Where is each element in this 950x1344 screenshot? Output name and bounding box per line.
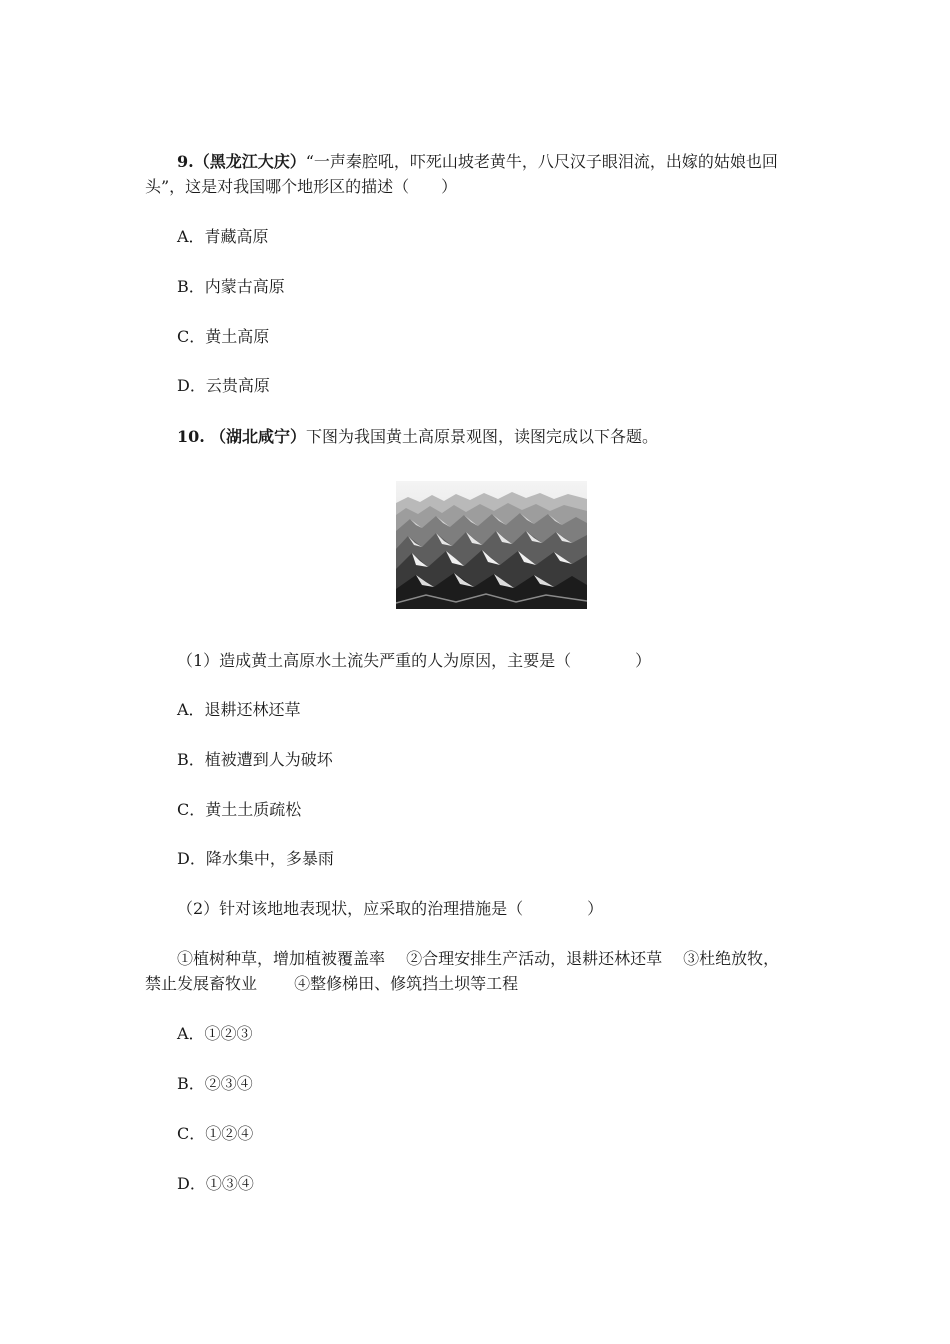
q10-sub2-option-d: D．①③④ — [177, 1174, 254, 1193]
q9-option-b: B．内蒙古高原 — [177, 277, 285, 296]
q9-option-c: C．黄土高原 — [177, 327, 270, 346]
q10-sub1-option-c: C．黄土土质疏松 — [177, 800, 302, 819]
q10-sub1-option-b: B．植被遭到人为破坏 — [177, 750, 333, 769]
q9-number: 9. — [177, 152, 194, 171]
q10-number: 10. — [177, 427, 205, 446]
q10-sub2-statements-line2: 禁止发展畜牧业 ④整修梯田、修筑挡土坝等工程 — [145, 974, 519, 993]
q9-stem-line1 — [177, 151, 842, 173]
q10-sub2-statements-line1: ①植树种草，增加植被覆盖率 ②合理安排生产活动，退耕还林还草 ③杜绝放牧， — [177, 949, 780, 968]
q10-sub2-stem: （2）针对该地地表现状，应采取的治理措施是（ ） — [177, 899, 604, 918]
q9-option-d: D．云贵高原 — [177, 376, 270, 395]
q10-source: （湖北咸宁） — [209, 427, 306, 446]
q10-sub2-option-b: B．②③④ — [177, 1074, 253, 1093]
loess-plateau-photo-graphic — [396, 481, 587, 609]
q10-sub2-option-c: C．①②④ — [177, 1124, 254, 1143]
loess-plateau-photo — [396, 481, 587, 609]
q9-stem-text-1: “一声秦腔吼，吓死山坡老黄牛，八尺汉子眼泪流，出嫁的姑娘也回 — [305, 152, 778, 171]
q10-sub1-option-d: D．降水集中，多暴雨 — [177, 849, 334, 868]
q10-stem — [177, 426, 842, 448]
q10-stem-text: 下图为我国黄土高原景观图，读图完成以下各题。 — [305, 427, 658, 446]
q9-stem-line2: 头”，这是对我国哪个地形区的描述（ ） — [145, 177, 458, 196]
q10-sub1-stem: （1）造成黄土高原水土流失严重的人为原因，主要是（ ） — [177, 651, 652, 670]
q9-option-a: A．青藏高原 — [177, 227, 269, 246]
q9-source: （黑龙江大庆） — [193, 152, 306, 171]
q10-sub1-option-a: A．退耕还林还草 — [177, 700, 301, 719]
q10-sub2-option-a: A．①②③ — [177, 1024, 253, 1043]
